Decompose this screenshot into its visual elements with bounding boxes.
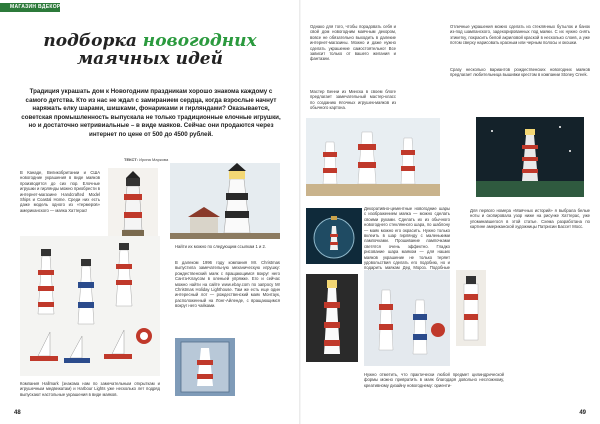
body-text-col2: Найти их можно по следующим ссылкам 1 и 2. <box>175 244 266 249</box>
page-number-right: 49 <box>579 410 586 416</box>
photo-cross-stitch <box>470 111 590 203</box>
right-bottom-text: Нужно отметить, что практически любой предмет цилиндрической формы можно превратить в маяк благодаря довольно несложному, креативному дизайну новогоднему: ориенти- <box>364 372 504 388</box>
title-part-1: подборка <box>43 31 143 51</box>
title-line-2: маячных идей <box>77 49 223 69</box>
photo-lighthouse-cylinder <box>456 270 486 346</box>
right-body-col1b: Мастер Бенни из Минска в своем блоге предлагает замечательный мастер-класс по созданию ёлочных игрушек-маяков из обычного картона. <box>310 89 396 111</box>
credit-author: Ирина Маркова <box>139 157 169 162</box>
photo-lighthouse-ornament-set <box>364 270 450 366</box>
right-page <box>300 0 600 424</box>
right-body-mid: Декоративно-цементные новогодние шары с изображением маяка — можно сделать своими руками. Сделать их из обычного новогоднего стеклянного шара, по шаблону — маяк можно его окрасить. Нужно только вклеить в шар гирлянду с маленькими лампочками. Прошивание лампочками светятся очень эффектно. Гладко рисование шара маяком — для наших маяков украшение не только теряет удовольствия сделать его подобию, но и подарить маякам Дед Мороз. Подобные <box>364 206 450 271</box>
right-body-col2b: Сразу несколько вариантов рождественских новогодних маяков предлагает любительница вышивки крестом в компании Stoney Creek. <box>450 67 590 78</box>
body-text-col1: В Канаде, Великобритании и США новогодние украшения в виде маяков производятся до сих пор. Елочные игрушки и гирлянды можно приобрести в интернет-магазине Handcrafted Model Ships и Coastal Home. Среди них есть даже модель одного из «термеров» американского — маяка Хаттерас! <box>20 170 100 213</box>
photo-lighthouse-figurine <box>170 163 280 239</box>
lead-paragraph: Традиция украшать дом к Новогодним праздникам хорошо знакома каждому с самого детства. Кто из нас не ждал с замиранием сердца, когда взрослые начнут наряжать елку шарами, шишками, фонариками и гирляндами? Оказывается, советская промышленность выпускала не только традиционные елочные игрушки, но и достаточно нетривиальные – в виде маяков. Сейчас они продаются через интернет по цене от 500 до 4500 рублей. <box>21 88 281 138</box>
photo-glass-ball <box>306 208 362 264</box>
article-title <box>30 32 270 68</box>
photo-lighthouse-bottle <box>306 274 358 362</box>
left-photo-caption: Компания Hallmark (знакома нам по замечательным открыткам и игрушечным медвежатам) и Harbour Lights уже несколько лет подряд выпускают настольные украшения в виде маяков. <box>20 381 160 397</box>
page-number-left: 48 <box>14 410 21 416</box>
credit-label: ТЕКСТ: <box>124 157 139 162</box>
author-credit <box>124 157 168 162</box>
photo-boxed-ornament <box>175 338 235 396</box>
section-label: МАГАЗИН ВДЕКОРЕ <box>10 4 65 10</box>
right-body-col2: Отличные украшения можно сделать из стеклянных бутылок и банок из-под шампанского, задекорированных под маяки. С их нужно снять этикетку, покрасить белой акриловой краской в несколько слоев, а уже потом сверху нарисовать красным или черным полосы и окошки. <box>450 24 590 46</box>
photo-paper-lighthouses <box>306 118 440 196</box>
body-text-col3: В далеком 1996 году компания Mr. Christmas выпустила замечательную механическую игрушку: рождественский маяк с вращающимся вокруг него Санта-Клаусом в оленьей упряжке. Его и сейчас можно найти на сайте www.ebay.com по запросу Mr Christmas Holiday Lighthouse. Там же есть еще один интересный лот — рождественский маяк Монтаук, расположенный на Лонг-Айленде, с вращающимся вокруг него чайками. <box>175 260 280 309</box>
photo-lighthouse-ornaments-group <box>20 236 160 376</box>
right-body-col1: Однако для того, чтобы порадовать себя и свой дом новогодним маячным декором, вовсе не обязательно выходить в далекие интернет-магазины. Можно и даже нужно сделать украшение самостоятельно! Все зависит только от вашего желания и фантазии. <box>310 24 396 62</box>
photo-lighthouse-ornament-small <box>108 168 158 240</box>
title-accent: новогодних <box>142 31 257 51</box>
cross-stitch-caption: Для первого номера «Маячных историй» я выбрала белые ноты и скопировала узор ниже на рисунке Хаттерас, уже упоминавшегося в этой статье. Схема разработана по картине американской художницы Патрисии Бассет Мосс. <box>470 208 590 230</box>
